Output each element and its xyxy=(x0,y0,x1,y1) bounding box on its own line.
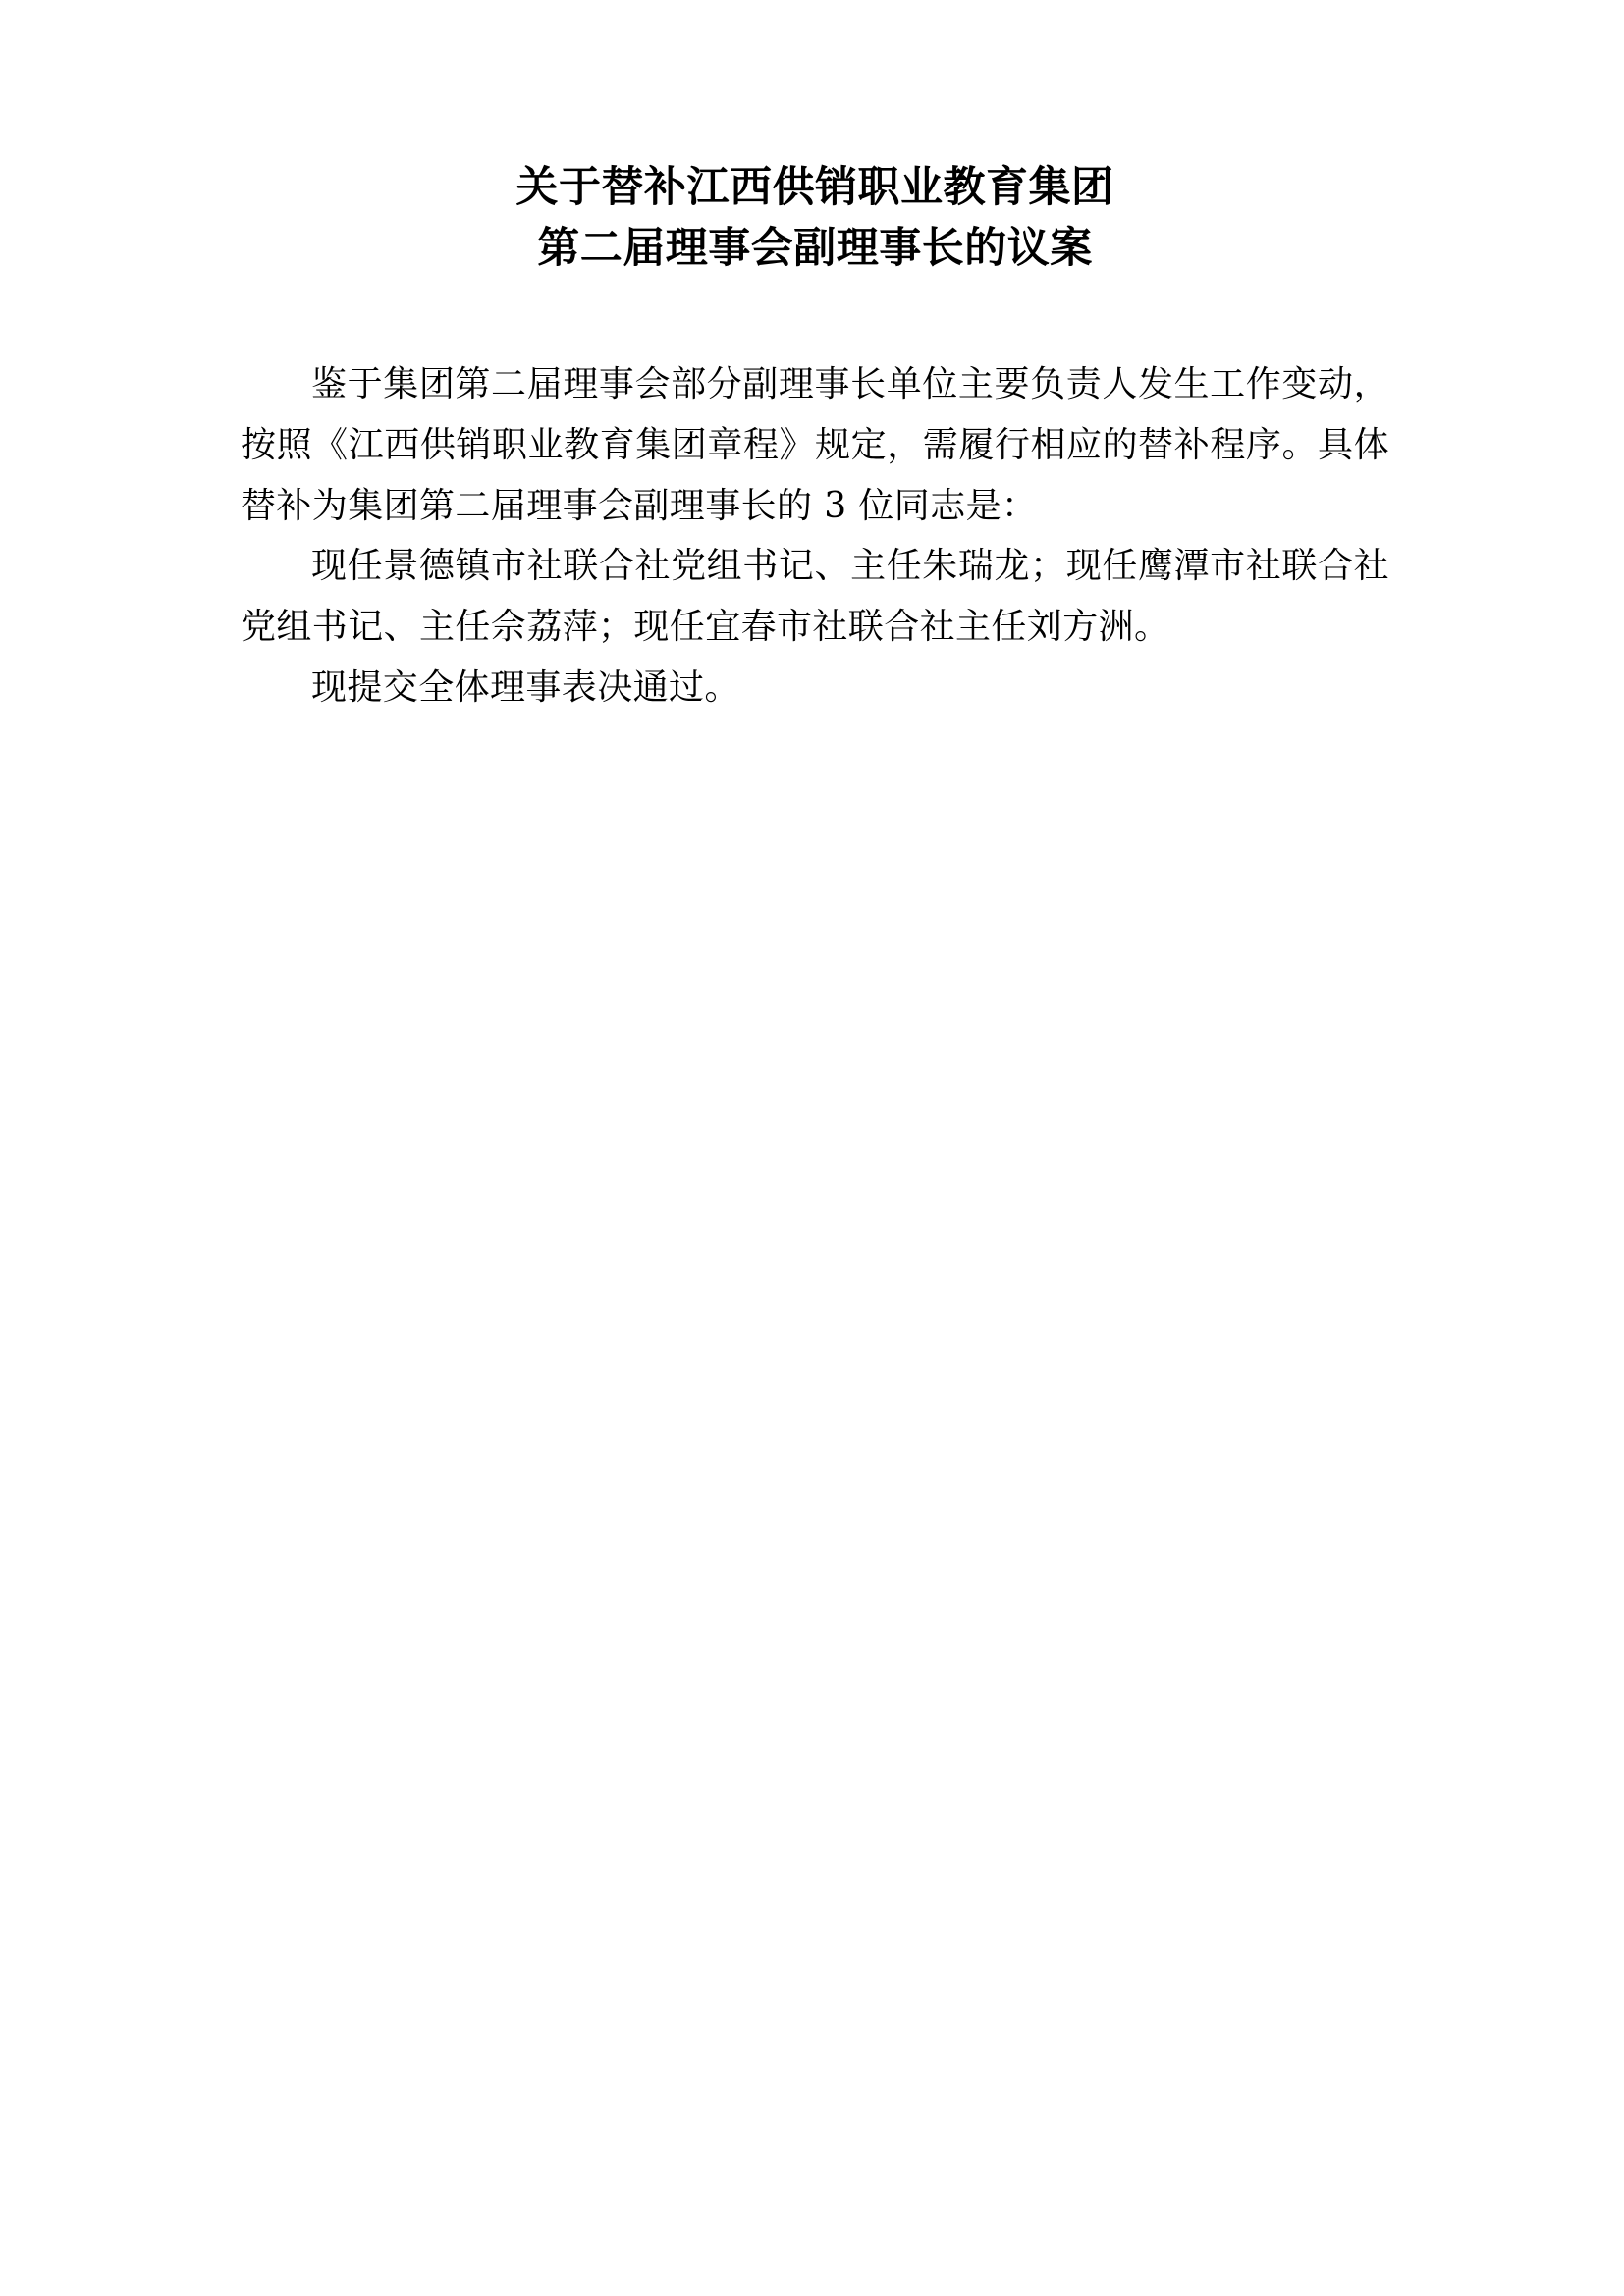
paragraph-3: 现提交全体理事表决通过。 xyxy=(311,667,740,709)
page-title-line-2: 第二届理事会副理事长的议案 xyxy=(537,224,1093,274)
document-body xyxy=(241,157,1389,719)
page-title xyxy=(241,157,1389,280)
page-title-line-1: 关于替补江西供销职业教育集团 xyxy=(515,163,1114,212)
paragraph-1: 鉴于集团第二届理事会部分副理事长单位主要负责人发生工作变动，按照《江西供销职业教育集团章程》规定，需履行相应的替补程序。具体替补为集团第二届理事会副理事长的 3 位同志是： xyxy=(241,363,1389,526)
document-text xyxy=(241,354,1389,719)
paragraph-2: 现任景德镇市社联合社党组书记、主任朱瑞龙；现任鹰潭市社联合社党组书记、主任佘荔萍；现任宜春市社联合社主任刘方洲。 xyxy=(241,546,1389,648)
